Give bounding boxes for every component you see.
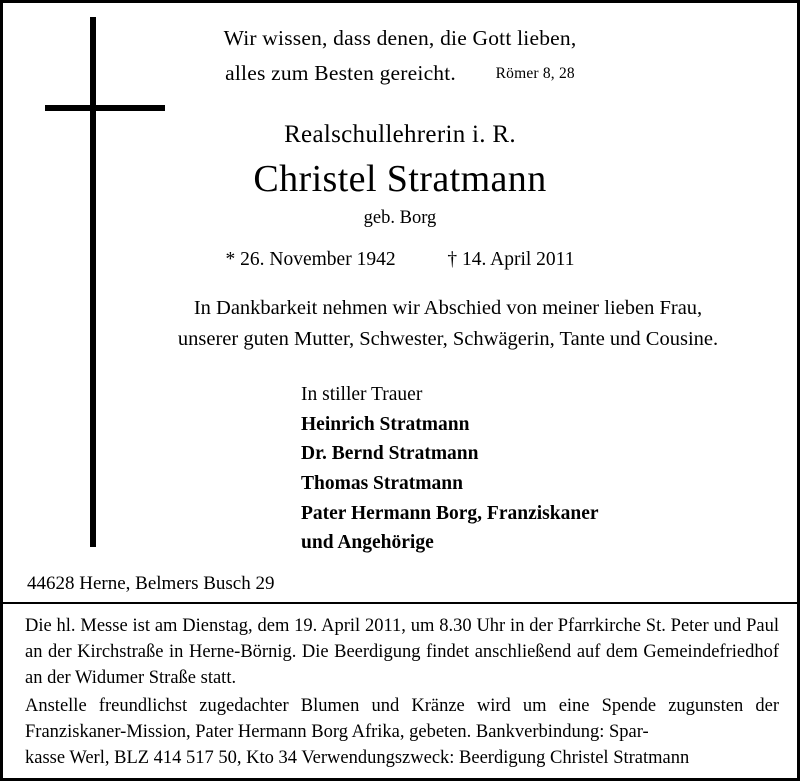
donation-line-1: Anstelle freundlichst zugedachter Blumen und Kränze wird um eine Spende zugunsten der Franziskaner-Mission, Pater Hermann Borg Afrika, gebeten. Bankverbindung: Spar- — [25, 695, 779, 742]
mourner-name: Heinrich Stratmann — [301, 413, 470, 435]
mourners-block — [3, 380, 797, 558]
mourner-name: Pater Hermann Borg, Franziskaner — [301, 502, 599, 524]
deceased-name: Christel Stratmann — [253, 157, 547, 200]
donation-info — [25, 693, 779, 772]
tribute-line-2: unserer guten Mutter, Schwester, Schwägerin, Tante und Cousine. — [177, 328, 719, 351]
address-line: 44628 Herne, Belmers Busch 29 — [27, 572, 275, 594]
death-date: † 14. April 2011 — [447, 248, 575, 270]
verse-reference: Römer 8, 28 — [495, 64, 575, 82]
birth-date: * 26. November 1942 — [225, 248, 396, 270]
bible-verse — [3, 3, 797, 91]
tribute-line-1: In Dankbarkeit nehmen wir Abschied von meiner lieben Frau, — [193, 296, 703, 319]
maiden-name: geb. Borg — [363, 207, 437, 228]
verse-line-2: alles zum Besten gereicht. — [225, 60, 457, 85]
mourner-name: Thomas Stratmann — [301, 473, 463, 495]
life-dates — [3, 249, 797, 271]
card-content — [3, 3, 797, 772]
service-info: Die hl. Messe ist am Dienstag, dem 19. April 2011, um 8.30 Uhr in der Pfarrkirche St. Peter und Paul an der Kirchstraße in Herne-Börnig. Die Beerdigung findet anschließend auf dem Gemeindefriedhof an der Widumer Straße statt. — [25, 615, 779, 689]
verse-line-1: Wir wissen, dass denen, die Gott lieben, — [223, 26, 577, 50]
profession-title: Realschullehrerin i. R. — [284, 120, 516, 148]
mourning-heading: In stiller Trauer — [301, 384, 423, 406]
service-notes — [3, 604, 797, 772]
mourner-name: Dr. Bernd Stratmann — [301, 443, 479, 465]
verse-line-2-row — [3, 56, 797, 91]
tribute-text — [3, 293, 797, 357]
donation-line-2: kasse Werl, BLZ 414 517 50, Kto 34 Verwendungszweck: Beerdigung Christel Stratmann — [25, 748, 690, 769]
mourner-name: und Angehörige — [301, 532, 434, 554]
